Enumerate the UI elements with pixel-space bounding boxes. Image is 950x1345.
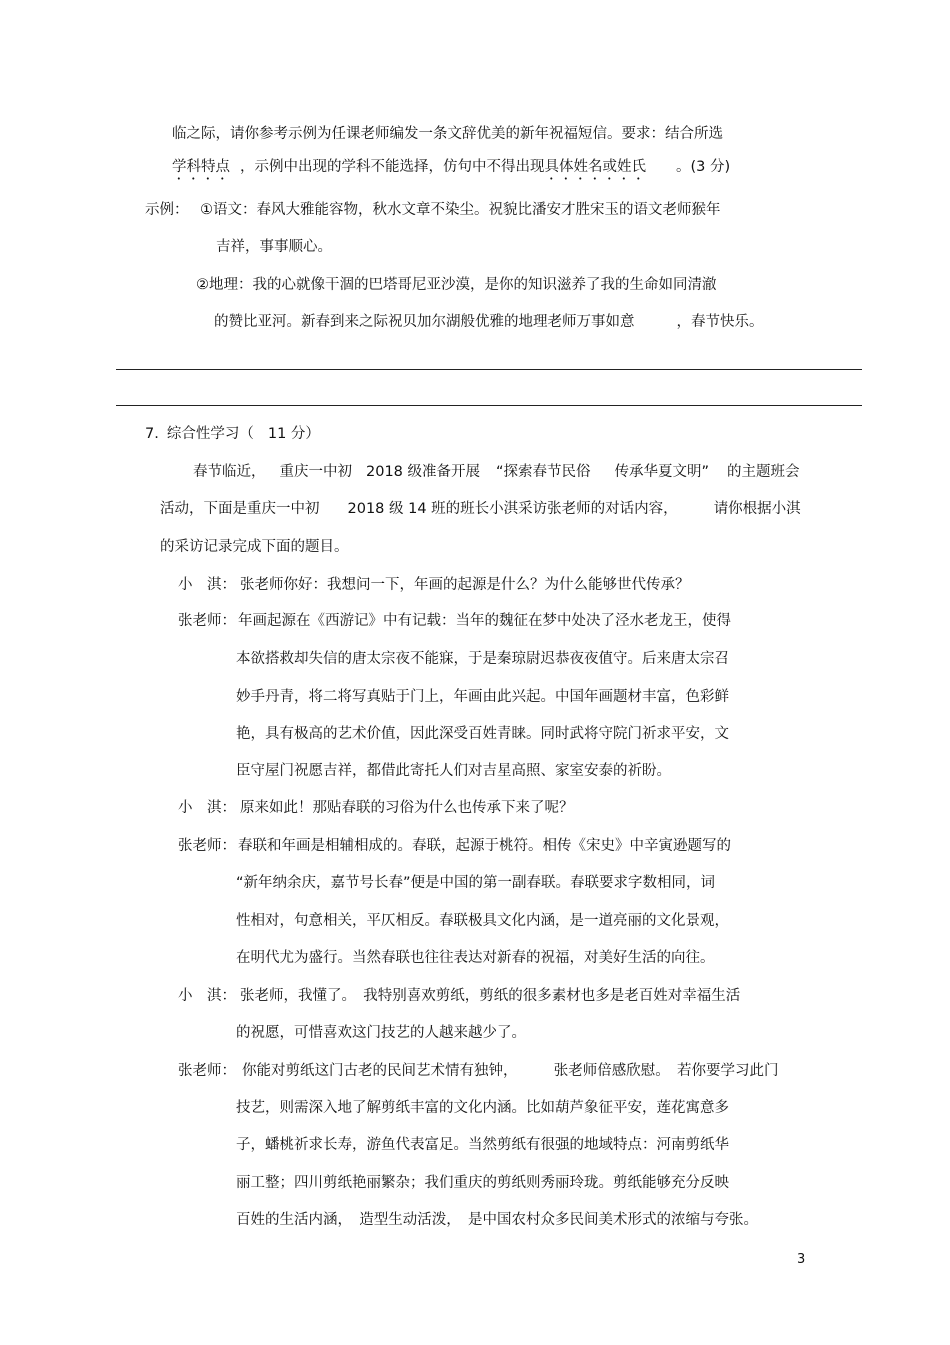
task6-line1: 临之际，请你参考示例为任课老师编发一条文辞优美的新年祝福短信。要求：结合所选 (172, 126, 723, 142)
dialogue-line: 性相对，句意相关，平仄相反。春联极具文化内涵，是一道亮丽的文化景观， (236, 913, 729, 929)
dialogue-line: 原来如此！那贴春联的习俗为什么也传承下来了呢？ (240, 800, 574, 816)
intro1-a: 春节临近， (193, 464, 266, 480)
dialogue-line: 丽工整；四川剪纸艳丽繁杂；我们重庆的剪纸则秀丽玲珑。剪纸能够充分反映 (236, 1175, 729, 1191)
dialogue-line: 的祝愿，可惜喜欢这门技艺的人越来越少了。 (236, 1025, 526, 1041)
answer-line-2 (116, 405, 862, 406)
example2-line1: ②地理：我的心就像干涸的巴塔哥尼亚沙漠，是你的知识滋养了我的生命如同清澈 (196, 277, 717, 293)
dialogue-line: 子，蟠桃祈求长寿，游鱼代表富足。当然剪纸有很强的地域特点：河南剪纸华 (236, 1137, 729, 1153)
intro1-f: 的主题班会 (727, 464, 800, 480)
intro2-c: 请你根据小淇 (713, 501, 801, 517)
task7-score: 11 分） (267, 426, 320, 442)
page-number: 3 (797, 1252, 806, 1267)
example-label: 示例： (145, 202, 189, 218)
task7-intro-line2 (160, 499, 801, 519)
speaker-xiaoqi-3: 小 淇： (178, 988, 236, 1004)
example2-line2-a: 的赞比亚河。新春到来之际祝贝加尔湖般优雅的地理老师万事如意 (214, 314, 635, 330)
example1-line1: ①语文：春风大雅能容物，秋水文章不染尘。祝貌比潘安才胜宋玉的语文老师猴年 (200, 202, 721, 218)
dialogue-line: 张老师，我懂了。 我特别喜欢剪纸，剪纸的很多素材也多是老百姓对幸福生活 (240, 988, 741, 1004)
example2-line2 (214, 312, 764, 332)
speaker-teacher-2: 张老师： (178, 838, 236, 854)
dialogue-line: 妙手丹青，将二将写真贴于门上，年画由此兴起。中国年画题材丰富，色彩鲜 (236, 689, 729, 705)
dialogue-line: 张老师你好：我想问一下，年画的起源是什么？为什么能够世代传承？ (240, 577, 690, 593)
dialogue-line: 艳，具有极高的艺术价值，因此深受百姓青睐。同时武将守院门祈求平安，文 (236, 726, 729, 742)
dialogue-line: 百姓的生活内涵， 造型生动活泼， 是中国农村众多民间美术形式的浓缩与夸张。 (236, 1212, 758, 1228)
task7-number: 7. (145, 426, 159, 442)
task7-intro-line1 (193, 462, 800, 482)
intro1-e: 传承华夏文明” (614, 464, 710, 480)
req-score: 。(3 分) (676, 159, 731, 175)
emph-subject-feature: 学科特点 (172, 159, 230, 175)
req-middle: ，示例中出现的学科不能选择，仿句中不得出现 (240, 159, 545, 175)
intro2-b: 2018 级 14 班的班长小淇采访张老师的对话内容， (347, 501, 678, 517)
task6-requirement (172, 157, 730, 183)
speaker-xiaoqi-2: 小 淇： (178, 800, 236, 816)
dialogue-line: 春联和年画是相辅相成的。春联，起源于桃符。相传《宋史》中辛寅逊题写的 (238, 838, 731, 854)
speaker-teacher-1: 张老师： (178, 613, 236, 629)
dialogue-line: 你能对剪纸这门古老的民间艺术情有独钟， 张老师倍感欣慰。 若你要学习此门 (242, 1063, 779, 1079)
example2-line2-b: ，春节快乐。 (676, 314, 764, 330)
dialogue-line: 年画起源在《西游记》中有记载：当年的魏征在梦中处决了泾水老龙王，使得 (238, 613, 731, 629)
dialogue-line: “新年纳余庆，嘉节号长春”便是中国的第一副春联。春联要求字数相同，词 (236, 875, 716, 891)
dialogue-line: 本欲搭救却失信的唐太宗夜不能寐，于是秦琼尉迟恭夜夜值守。后来唐太宗召 (236, 651, 729, 667)
speaker-teacher-3: 张老师： (178, 1063, 236, 1079)
speaker-xiaoqi-1: 小 淇： (178, 577, 236, 593)
intro2-a: 活动，下面是重庆一中初 (160, 501, 320, 517)
intro1-b: 重庆一中初 (279, 464, 352, 480)
dialogue-line: 臣守屋门祝愿吉祥，都借此寄托人们对吉星高照、家室安泰的祈盼。 (236, 763, 671, 779)
task7-heading (145, 424, 320, 444)
intro1-d: “探索春节民俗 (496, 464, 591, 480)
dialogue-line: 技艺，则需深入地了解剪纸丰富的文化内涵。比如葫芦象征平安，莲花寓意多 (236, 1100, 729, 1116)
example1-line2: 吉祥，事事顺心。 (216, 239, 332, 255)
dialogue-line: 在明代尤为盛行。当然春联也往往表达对新春的祝福，对美好生活的向往。 (236, 950, 715, 966)
task7-title: 综合性学习（ (166, 426, 254, 442)
intro1-c: 2018 级准备开展 (366, 464, 481, 480)
answer-line-1 (116, 369, 862, 370)
emph-no-names: 具体姓名或姓氏 (544, 159, 646, 175)
task7-intro-line3: 的采访记录完成下面的题目。 (160, 539, 349, 555)
